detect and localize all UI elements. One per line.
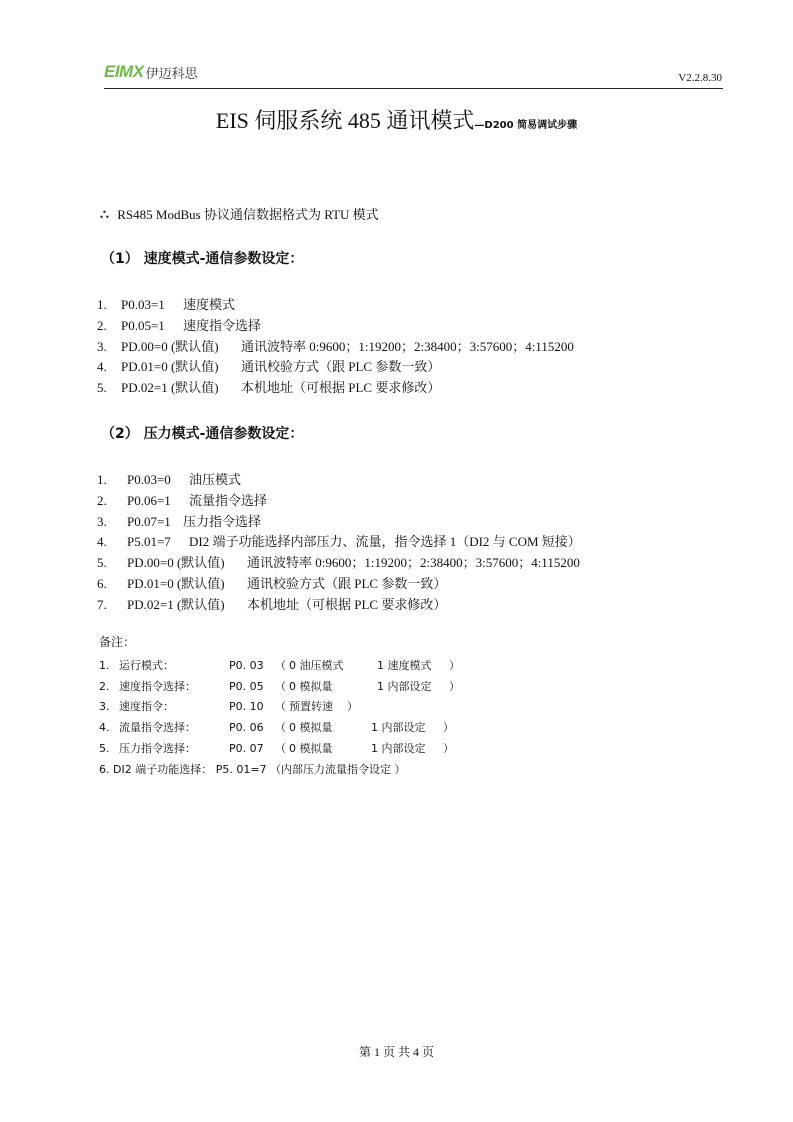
note-row: 4. 流量指令选择： P0. 06 （ 0 模拟量 1 内部设定 ） <box>99 721 454 734</box>
document-version: V2.2.8.30 <box>678 72 722 84</box>
section-1-heading: （1） 速度模式-通信参数设定： <box>101 251 304 267</box>
logo-mark: EIMX <box>104 62 144 81</box>
list-item: 3. PD.00=0 (默认值) 通讯波特率 0:9600；1:19200；2:38400；3:57600；4:115200 <box>97 339 574 354</box>
header-divider <box>104 88 723 89</box>
intro-text: RS485 ModBus 协议通信数据格式为 RTU 模式 <box>117 207 379 222</box>
note-row-last: 6. DI2 端子功能选择： P5. 01=7 （内部压力流量指令设定 ） <box>99 763 406 776</box>
notes-heading: 备注： <box>99 635 136 649</box>
document-title <box>0 104 793 135</box>
intro-line <box>100 204 379 224</box>
logo-company-name: 伊迈科思 <box>145 66 198 82</box>
list-item: 2. P0.06=1 流量指令选择 <box>97 493 268 508</box>
section-2-heading: （2） 压力模式-通信参数设定： <box>101 426 304 442</box>
note-row: 5. 压力指令选择： P0. 07 （ 0 模拟量 1 内部设定 ） <box>99 742 454 755</box>
list-item: 1. P0.03=0 油压模式 <box>97 472 242 487</box>
list-item: 5. PD.02=1 (默认值) 本机地址（可根据 PLC 要求修改） <box>97 380 441 395</box>
list-item: 2. P0.05=1 速度指令选择 <box>97 318 262 333</box>
list-item: 7. PD.02=1 (默认值) 本机地址（可根据 PLC 要求修改） <box>97 597 447 612</box>
list-item: 3. P0.07=1 压力指令选择 <box>97 514 262 529</box>
note-row: 3. 速度指令： P0. 10 （ 预置转速 ） <box>99 700 358 713</box>
list-item: 5. PD.00=0 (默认值) 通讯波特率 0:9600；1:19200；2:38400；3:57600；4:115200 <box>97 555 580 570</box>
note-row: 1. 运行模式： P0. 03 （ 0 油压模式 1 速度模式 ） <box>99 659 460 672</box>
therefore-bullet-icon: ∴ <box>100 208 109 223</box>
title-subtitle: —D200 简易调试步骤 <box>474 120 578 131</box>
company-logo <box>104 62 198 82</box>
list-item: 4. P5.01=7 DI2 端子功能选择内部压力、流量，指令选择 1（DI2 与 COM 短接） <box>97 534 581 549</box>
list-item: 6. PD.01=0 (默认值) 通讯校验方式（跟 PLC 参数一致） <box>97 576 447 591</box>
list-item: 4. PD.01=0 (默认值) 通讯校验方式（跟 PLC 参数一致） <box>97 359 441 374</box>
title-main: EIS 伺服系统 485 通讯模式 <box>215 108 475 133</box>
list-item: 1. P0.03=1 速度模式 <box>97 297 236 312</box>
note-row: 2. 速度指令选择： P0. 05 （ 0 模拟量 1 内部设定 ） <box>99 680 460 693</box>
page-number: 第 1 页 共 4 页 <box>358 1045 434 1059</box>
